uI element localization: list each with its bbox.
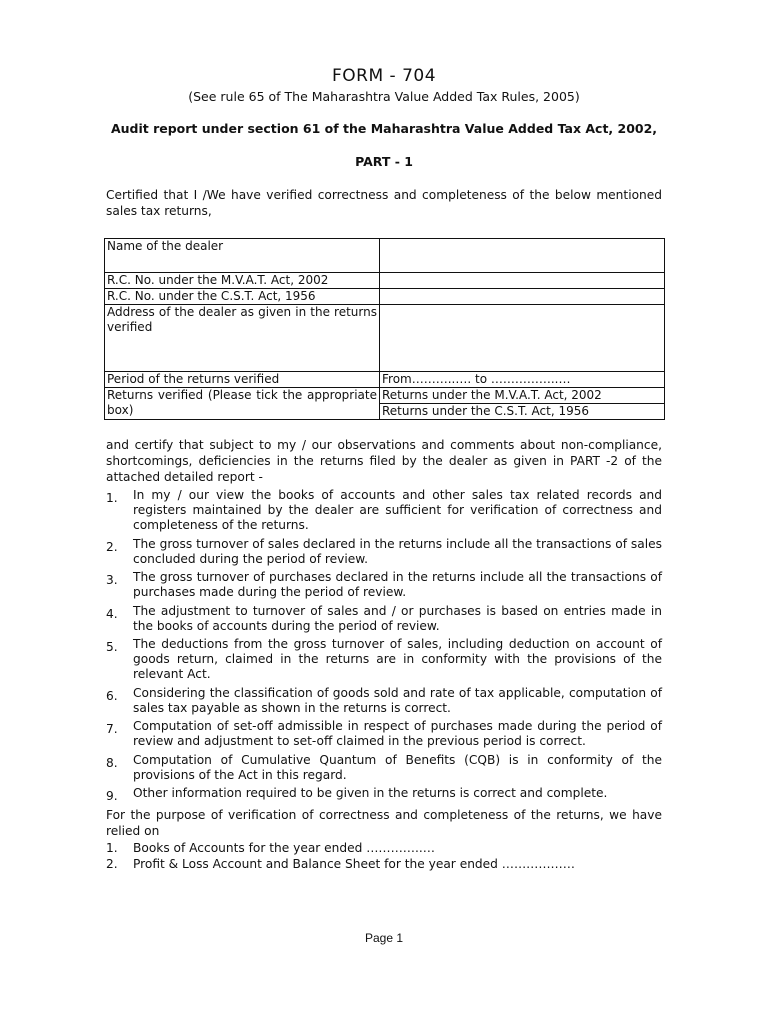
form-title: FORM - 704 <box>331 66 437 86</box>
dealer-details-table <box>104 238 665 420</box>
item-text: Profit & Loss Account and Balance Sheet for the year ended ……………… <box>133 857 575 871</box>
item-number: 1. <box>106 841 118 855</box>
list-item <box>106 686 662 716</box>
page-number: Page 1 <box>364 931 404 945</box>
item-number: 2. <box>106 857 118 871</box>
relied-list <box>106 841 662 876</box>
item-text: The gross turnover of purchases declared in the returns include all the transactions of purchases made during the period of review. <box>133 570 662 599</box>
item-number: 5. <box>106 640 118 654</box>
label-period: Period of the returns verified <box>105 372 380 388</box>
item-number: 6. <box>106 688 118 703</box>
table-row <box>105 239 665 273</box>
item-text: Computation of set-off admissible in respect of purchases made during the period of review and adjustment to set-off claimed in the previous period is correct. <box>133 719 662 748</box>
item-number: 9. <box>106 789 118 803</box>
table-row <box>105 289 665 305</box>
list-item <box>106 841 662 856</box>
list-item <box>106 786 662 801</box>
list-item <box>106 719 662 749</box>
table-row <box>105 273 665 289</box>
label-dealer-name: Name of the dealer <box>105 239 380 273</box>
period-field[interactable]: From………..…. to ……………..… <box>380 372 665 388</box>
list-item <box>106 753 662 783</box>
item-number: 4. <box>106 606 118 621</box>
item-text: The adjustment to turnover of sales and / or purchases is based on entries made in the books of accounts during the period of review. <box>133 603 662 633</box>
list-item <box>106 488 662 533</box>
item-text: The deductions from the gross turnover of sales, including deduction on account of goods return, claimed in the returns are in conformity with the provisions of the relevant Act. <box>133 637 662 681</box>
item-text: In my / our view the books of accounts and other sales tax related records and registers maintained by the dealer are sufficient for verification of correctness and completeness of the returns. <box>133 488 662 532</box>
item-text: Considering the classification of goods sold and rate of tax applicable, computation of sales tax payable as shown in the returns is correct. <box>133 685 662 715</box>
label-dealer-address: Address of the dealer as given in the returns verified <box>105 305 380 372</box>
form-subtitle: (See rule 65 of The Maharashtra Value Added Tax Rules, 2005) <box>188 89 580 104</box>
relied-paragraph: For the purpose of verification of correctness and completeness of the returns, we have relied on <box>106 808 662 838</box>
item-number: 8. <box>106 755 118 770</box>
item-text: Books of Accounts for the year ended …………..… <box>133 841 435 855</box>
returns-cst-option[interactable]: Returns under the C.S.T. Act, 1956 <box>380 404 665 420</box>
label-rc-mvat: R.C. No. under the M.V.A.T. Act, 2002 <box>105 273 380 289</box>
item-text: Computation of Cumulative Quantum of Benefits (CQB) is in conformity of the provisions of the Act in this regard. <box>133 752 662 782</box>
report-heading: Audit report under section 61 of the Maharashtra Value Added Tax Act, 2002, <box>110 121 658 136</box>
item-text: The gross turnover of sales declared in the returns include all the transactions of sales concluded during the period of review. <box>133 536 662 566</box>
intro-paragraph: Certified that I /We have verified correctness and completeness of the below mentioned sales tax returns, <box>106 188 662 218</box>
dealer-address-field[interactable] <box>380 305 665 372</box>
list-item <box>106 857 662 872</box>
table-row <box>105 372 665 388</box>
item-number: 7. <box>106 722 118 736</box>
list-item <box>106 604 662 634</box>
returns-mvat-option[interactable]: Returns under the M.V.A.T. Act, 2002 <box>380 388 665 404</box>
certification-list <box>106 488 662 805</box>
list-item <box>106 537 662 567</box>
list-item <box>106 637 662 682</box>
rc-cst-field[interactable] <box>380 289 665 305</box>
part-heading: PART - 1 <box>355 154 413 169</box>
dealer-name-field[interactable] <box>380 239 665 273</box>
table-row <box>105 305 665 372</box>
item-number: 1. <box>106 491 118 505</box>
rc-mvat-field[interactable] <box>380 273 665 289</box>
label-returns-verified: Returns verified (Please tick the appropriate box) <box>105 388 380 420</box>
label-rc-cst: R.C. No. under the C.S.T. Act, 1956 <box>105 289 380 305</box>
certify-paragraph: and certify that subject to my / our observations and comments about non-compliance, shortcomings, deficiencies in the returns filed by the dealer as given in PART -2 of the attached detailed report - <box>106 438 662 484</box>
item-number: 3. <box>106 573 118 587</box>
table-row <box>105 388 665 404</box>
list-item <box>106 570 662 600</box>
item-number: 2. <box>106 539 118 554</box>
item-text: Other information required to be given in the returns is correct and complete. <box>133 786 608 800</box>
